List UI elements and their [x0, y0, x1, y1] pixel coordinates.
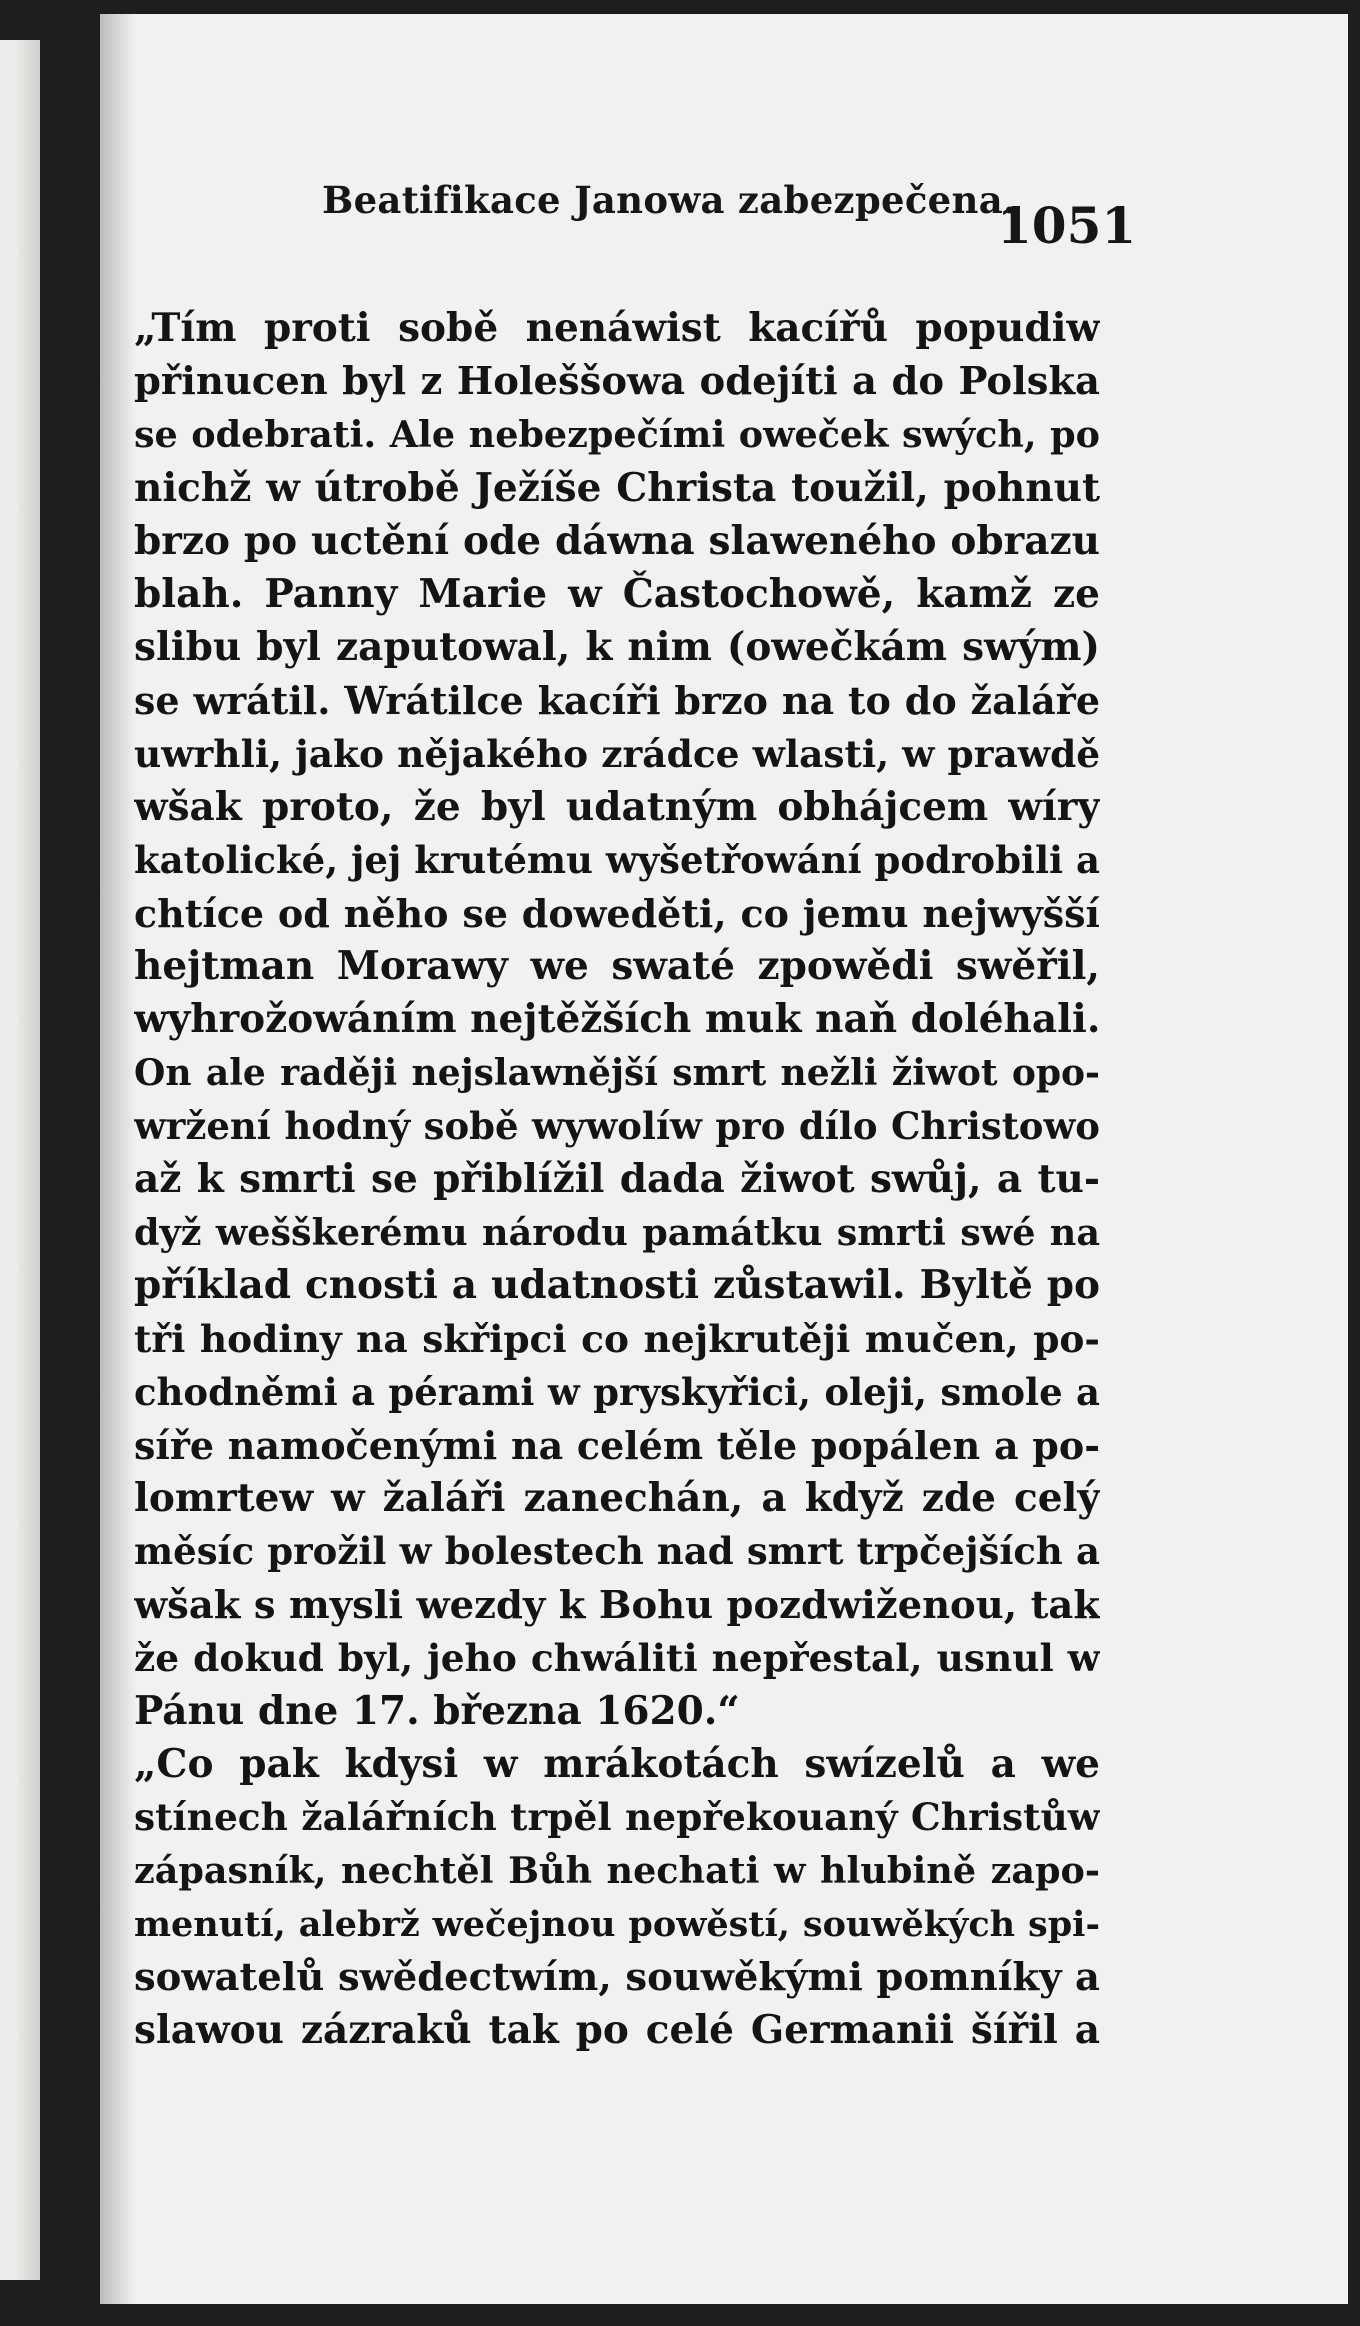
text-line: chtíce od něho se doweděti, co jemu nejwyšší — [134, 891, 1100, 937]
page-gutter-shadow — [100, 14, 136, 2304]
text-line: chodněmi a pérami w pryskyřici, oleji, smole a — [134, 1369, 1100, 1414]
text-line: stínech žalářních trpěl nepřekouaný Christůw — [134, 1795, 1100, 1840]
text-line-paragraph-end: Pánu dne 17. března 1620.“ — [134, 1687, 740, 1734]
text-line: wržení hodný sobě wywolíw pro dílo Christowo — [134, 1103, 1100, 1148]
text-line: brzo po uctění ode dáwna slaweného obrazu — [134, 517, 1100, 564]
page-number: 1051 — [997, 196, 1137, 255]
text-line: wšak proto, že byl udatným obhájcem wíry — [134, 783, 1100, 830]
text-line: On ale raději nejslawnější smrt nežli žiwot opo- — [134, 1051, 1100, 1094]
text-line: slawou zázraků tak po celé Germanii šířil a — [134, 2007, 1100, 2053]
text-line: že dokud byl, jeho chwáliti nepřestal, usnul w — [134, 1635, 1100, 1680]
text-line: se odebrati. Ale nebezpečími oweček swých, po — [134, 413, 1100, 457]
text-line: „Tím proti sobě nenáwist kacířů popudiw — [134, 305, 1100, 351]
text-line: wšak s mysli wezdy k Bohu pozdwiženou, tak — [134, 1582, 1100, 1628]
text-line: blah. Panny Marie w Častochowě, kamž ze — [134, 570, 1100, 617]
text-line: měsíc prožil w bolestech nad smrt trpčejších a — [134, 1529, 1100, 1574]
running-title: Beatifikace Janowa zabezpečena. — [322, 178, 1017, 222]
adjacent-page-shadow — [18, 40, 40, 2280]
text-line: lomrtew w žaláři zanechán, a když zde celý — [134, 1475, 1100, 1522]
text-line: menutí, alebrž wečejnou powěstí, souwěkých spi- — [134, 1903, 1100, 1945]
text-line: wyhrožowáním nejtěžších muk naň doléhali. — [134, 996, 1100, 1043]
text-line: příklad cnosti a udatnosti zůstawil. Byltě po — [134, 1262, 1100, 1309]
text-line: slibu byl zaputowal, k nim (owečkám swým) — [134, 624, 1100, 671]
text-line: síře namočenými na celém těle popálen a po- — [134, 1422, 1100, 1468]
text-line: katolické, jej krutému wyšetřowání podrobili a — [134, 837, 1100, 882]
text-line: uwrhli, jako nějakého zrádce wlasti, w prawdě — [134, 731, 1100, 776]
text-line: přinucen byl z Holeššowa odejíti a do Polska — [134, 359, 1100, 405]
text-line: „Co pak kdysi w mrákotách swízelů a we — [134, 1741, 1100, 1788]
text-line: zápasník, nechtěl Bůh nechati w hlubině zapo- — [134, 1849, 1100, 1893]
text-line: až k smrti se přiblížil dada žiwot swůj, a tu- — [134, 1156, 1100, 1202]
body-text — [134, 302, 1100, 2057]
text-line: tři hodiny na skřipci co nejkrutěji mučen, po- — [134, 1316, 1100, 1361]
text-line: dyž wešškerému národu památku smrti swé na — [134, 1211, 1100, 1255]
text-line: hejtman Morawy we swaté zpowědi swěřil, — [134, 943, 1100, 990]
text-line: nichž w útrobě Ježíše Christa toužil, pohnut — [134, 464, 1100, 511]
text-line: sowatelů swědectwím, souwěkými pomníky a — [134, 1954, 1100, 2000]
text-line: se wrátil. Wrátilce kacíři brzo na to do žaláře — [134, 678, 1100, 724]
